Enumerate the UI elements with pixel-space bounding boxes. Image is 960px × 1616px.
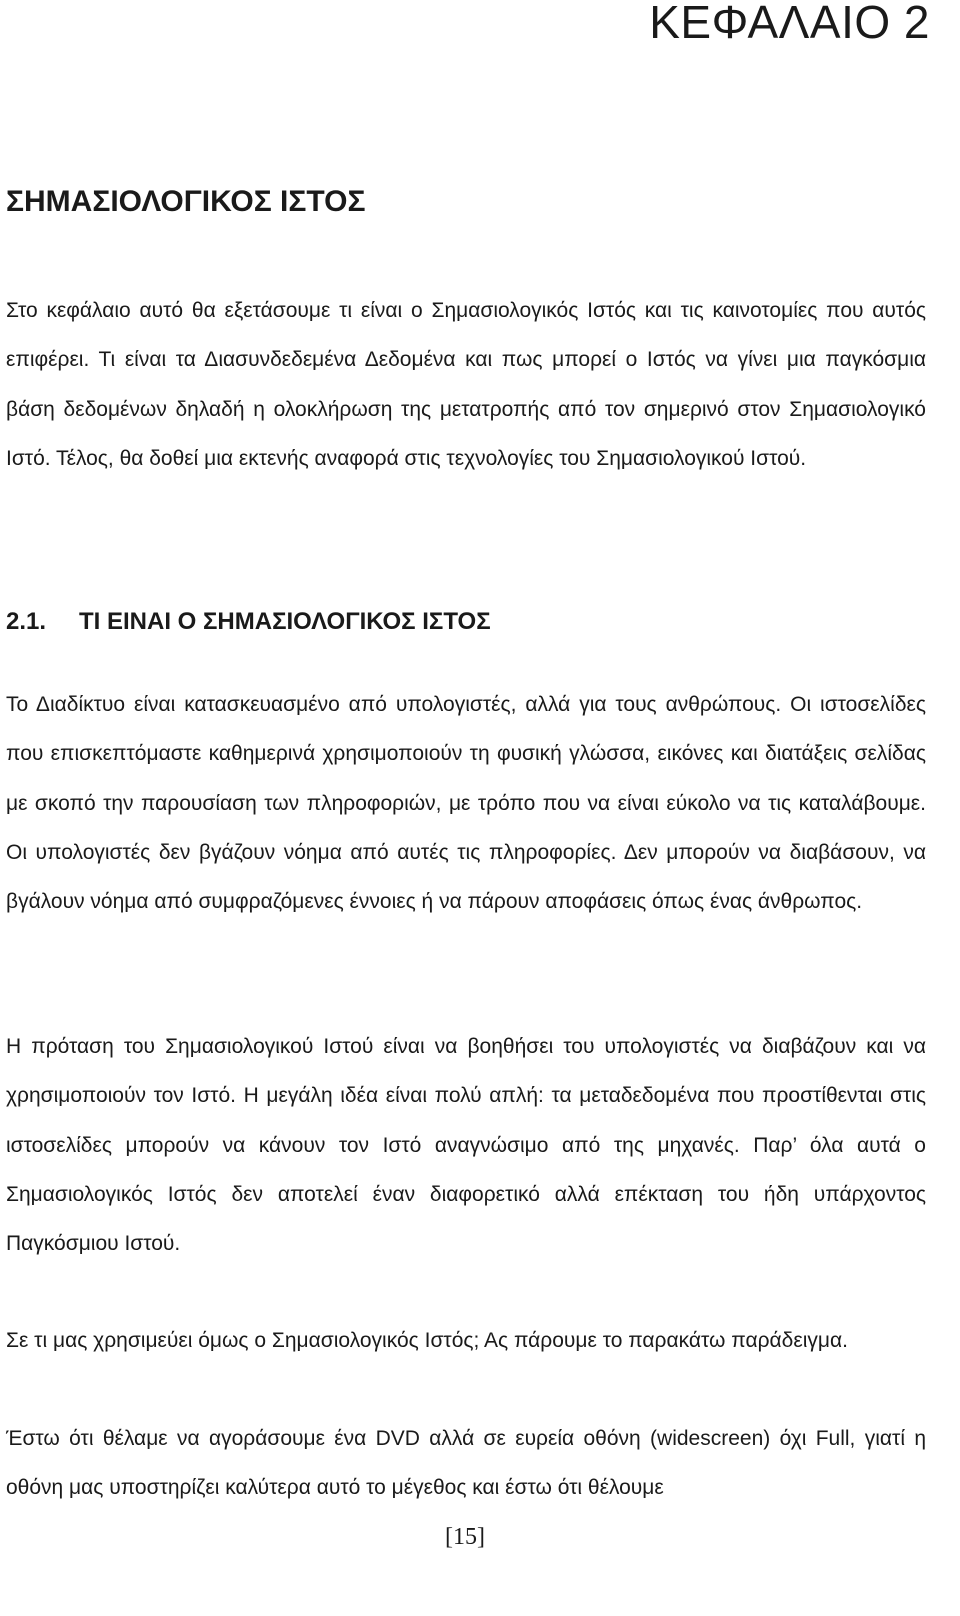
body-paragraph: Έστω ότι θέλαμε να αγοράσουμε ένα DVD αλλά σε ευρεία οθόνη (widescreen) όχι Full, γιατί η οθόνη μας υποστηρίζει καλύτερα αυτό το μέγεθος και έστω ότι θέλουμε	[6, 1427, 926, 1500]
subsection-heading	[6, 602, 491, 642]
section-title: ΣΗΜΑΣΙΟΛΟΓΙΚΟΣ ΙΣΤΟΣ	[6, 185, 366, 218]
intro-paragraph: Στο κεφάλαιο αυτό θα εξετάσουμε τι είναι ο Σημασιολογικός Ιστός και τις καινοτομίες που αυτός επιφέρει. Τι είναι τα Διασυνδεδεμένα Δεδομένα και πως μπορεί ο Ιστός να γίνει μια παγκόσμια βάση δεδομένων δηλαδή η ολοκλήρωση της μετατροπής από τον σημερινό στον Σημασιολογικό Ιστό. Τέλος, θα δοθεί μια εκτενής αναφορά στις τεχνολογίες του Σημασιολογικού Ιστού.	[6, 299, 926, 470]
chapter-title: ΚΕΦΑΛΑΙΟ 2	[649, 0, 930, 48]
body-paragraph: Το Διαδίκτυο είναι κατασκευασμένο από υπολογιστές, αλλά για τους ανθρώπους. Οι ιστοσελίδες που επισκεπτόμαστε καθημερινά χρησιμοποιούν τη φυσική γλώσσα, εικόνες και διατάξεις σελίδας με σκοπό την παρουσίαση των πληροφοριών, με τρόπο που να είναι εύκολο να τις καταλάβουμε. Οι υπολογιστές δεν βγάζουν νόημα από αυτές τις πληροφορίες. Δεν μπορούν να διαβάσουν, να βγάλουν νόημα από συμφραζόμενες έννοιες ή να πάρουν αποφάσεις όπως ένας άνθρωπος.	[6, 693, 926, 914]
body-paragraph: Σε τι μας χρησιμεύει όμως ο Σημασιολογικός Ιστός; Ας πάρουμε το παρακάτω παράδειγμα.	[6, 1329, 848, 1352]
subsection-title: ΤΙ ΕΙΝΑΙ Ο ΣΗΜΑΣΙΟΛΟΓΙΚΟΣ ΙΣΤΟΣ	[79, 608, 491, 635]
body-paragraph: Η πρόταση του Σημασιολογικού Ιστού είναι να βοηθήσει του υπολογιστές να διαβάζουν και να χρησιμοποιούν τον Ιστό. Η μεγάλη ιδέα είναι πολύ απλή: τα μεταδεδομένα που προστίθενται στις ιστοσελίδες μπορούν να κάνουν τον Ιστό αναγνώσιμο από της μηχανές. Παρ’ όλα αυτά ο Σημασιολογικός Ιστός δεν αποτελεί έναν διαφορετικό αλλά επέκταση του ήδη υπάρχοντος Παγκόσμιου Ιστού.	[6, 1035, 926, 1256]
page-number: [15]	[445, 1524, 485, 1550]
subsection-number: 2.1.	[6, 608, 47, 635]
